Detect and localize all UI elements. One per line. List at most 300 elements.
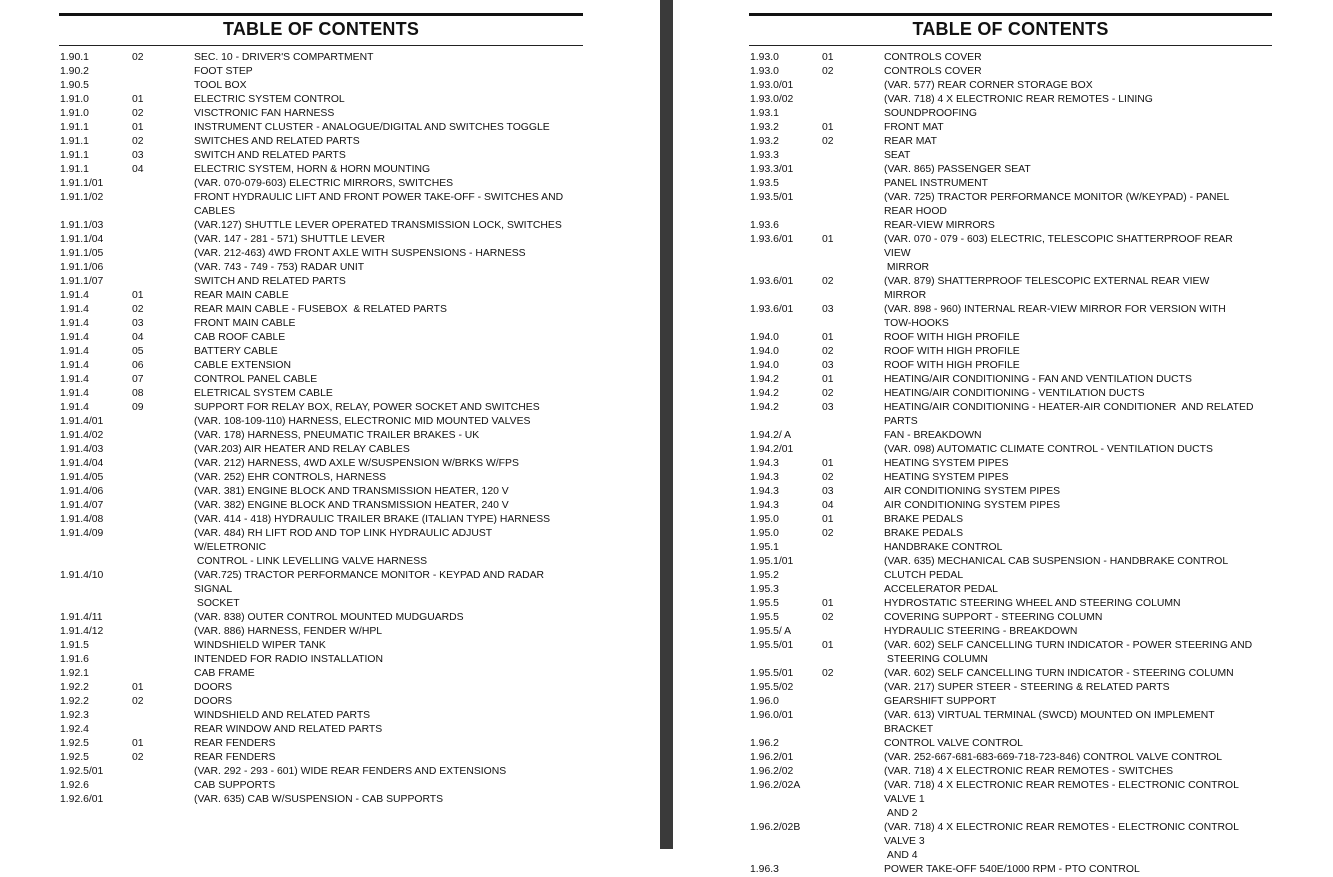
toc-description: DOORS <box>194 696 233 707</box>
toc-row <box>60 695 600 709</box>
toc-row <box>60 569 600 611</box>
toc-number: 03 <box>822 402 834 413</box>
toc-description: TOOL BOX <box>194 80 247 91</box>
toc-row <box>60 191 600 219</box>
toc-description: (VAR. 718) 4 X ELECTRONIC REAR REMOTES - ELECTRONIC CONTROL VALVE 1 AND 2 <box>884 780 1239 819</box>
toc-number <box>132 65 194 79</box>
toc-number <box>132 611 194 625</box>
toc-code: 1.91.1/06 <box>60 262 104 273</box>
toc-number: 04 <box>132 332 144 343</box>
toc-description: (VAR. 212-463) 4WD FRONT AXLE WITH SUSPENSIONS - HARNESS <box>194 248 526 259</box>
toc-description: (VAR. 865) PASSENGER SEAT <box>884 164 1031 175</box>
toc-code: 1.91.6 <box>60 654 89 665</box>
toc-description: CONTROL PANEL CABLE <box>194 374 318 385</box>
toc-description: COVERING SUPPORT - STEERING COLUMN <box>884 612 1103 623</box>
toc-number <box>132 485 194 499</box>
toc-number <box>132 443 194 457</box>
title-top-rule <box>59 13 583 16</box>
toc-number <box>132 79 194 93</box>
toc-description: CONTROL VALVE CONTROL <box>884 738 1023 749</box>
toc-number <box>822 79 884 93</box>
toc-number: 01 <box>822 514 834 525</box>
toc-row <box>750 765 1310 779</box>
toc-number <box>822 569 884 583</box>
toc-description: SUPPORT FOR RELAY BOX, RELAY, POWER SOCKET AND SWITCHES <box>194 402 540 413</box>
toc-row <box>750 93 1310 107</box>
toc-description: (VAR. 381) ENGINE BLOCK AND TRANSMISSION HEATER, 120 V <box>194 486 509 497</box>
toc-row <box>60 317 600 331</box>
toc-code: 1.91.4/01 <box>60 416 104 427</box>
toc-code: 1.90.5 <box>60 80 89 91</box>
toc-description: SEAT <box>884 150 911 161</box>
toc-code: 1.91.5 <box>60 640 89 651</box>
toc-code: 1.94.0 <box>750 332 779 343</box>
toc-code: 1.93.3 <box>750 150 779 161</box>
toc-code: 1.94.3 <box>750 500 779 511</box>
toc-row <box>750 219 1310 233</box>
toc-description: (VAR. 725) TRACTOR PERFORMANCE MONITOR (W/KEYPAD) - PANEL REAR HOOD <box>884 192 1232 217</box>
toc-row <box>750 331 1310 345</box>
toc-code: 1.90.1 <box>60 52 89 63</box>
toc-code: 1.91.0 <box>60 94 89 105</box>
toc-number <box>822 779 884 821</box>
toc-row <box>60 653 600 667</box>
toc-description: (VAR. 743 - 749 - 753) RADAR UNIT <box>194 262 365 273</box>
toc-number <box>132 415 194 429</box>
toc-number <box>822 541 884 555</box>
toc-row <box>750 779 1310 821</box>
toc-row <box>750 121 1310 135</box>
toc-row <box>60 135 600 149</box>
toc-description: (VAR. 098) AUTOMATIC CLIMATE CONTROL - VENTILATION DUCTS <box>884 444 1213 455</box>
toc-number: 03 <box>822 360 834 371</box>
toc-code: 1.93.0/01 <box>750 80 794 91</box>
toc-description: HEATING SYSTEM PIPES <box>884 458 1009 469</box>
toc-code: 1.92.5/01 <box>60 766 104 777</box>
toc-code: 1.94.2 <box>750 402 779 413</box>
toc-code: 1.91.4/07 <box>60 500 104 511</box>
toc-number: 09 <box>132 402 144 413</box>
toc-code: 1.96.2/01 <box>750 752 794 763</box>
toc-description: (VAR.127) SHUTTLE LEVER OPERATED TRANSMISSION LOCK, SWITCHES <box>194 220 562 231</box>
toc-row <box>60 93 600 107</box>
toc-number: 02 <box>132 752 144 763</box>
toc-row <box>60 149 600 163</box>
toc-code: 1.91.4/03 <box>60 444 104 455</box>
toc-description: HYDRAULIC STEERING - BREAKDOWN <box>884 626 1078 637</box>
toc-description: ELECTRIC SYSTEM CONTROL <box>194 94 345 105</box>
toc-description: SWITCH AND RELATED PARTS <box>194 150 346 161</box>
toc-description: ROOF WITH HIGH PROFILE <box>884 346 1020 357</box>
toc-description: (VAR. 212) HARNESS, 4WD AXLE W/SUSPENSION W/BRKS W/FPS <box>194 458 519 469</box>
toc-row <box>60 485 600 499</box>
toc-code: 1.91.4 <box>60 374 89 385</box>
toc-row <box>750 639 1310 667</box>
toc-description: HEATING SYSTEM PIPES <box>884 472 1009 483</box>
toc-code: 1.91.4 <box>60 402 89 413</box>
toc-code: 1.91.4 <box>60 388 89 399</box>
toc-code: 1.91.4/02 <box>60 430 104 441</box>
toc-code: 1.95.5/ A <box>750 626 792 637</box>
toc-row <box>60 51 600 65</box>
toc-number: 01 <box>822 640 834 651</box>
toc-number <box>822 765 884 779</box>
toc-row <box>60 163 600 177</box>
toc-description: (VAR. 252) EHR CONTROLS, HARNESS <box>194 472 387 483</box>
toc-description: FRONT HYDRAULIC LIFT AND FRONT POWER TAKE-OFF - SWITCHES AND CABLES <box>194 192 566 217</box>
toc-row <box>60 625 600 639</box>
toc-row <box>60 303 600 317</box>
toc-number: 02 <box>822 388 834 399</box>
toc-description: SWITCH AND RELATED PARTS <box>194 276 346 287</box>
toc-description: HYDROSTATIC STEERING WHEEL AND STEERING COLUMN <box>884 598 1181 609</box>
toc-number <box>822 737 884 751</box>
toc-row <box>60 219 600 233</box>
toc-row <box>750 751 1310 765</box>
toc-code: 1.95.0 <box>750 528 779 539</box>
toc-number: 01 <box>822 52 834 63</box>
toc-row <box>750 191 1310 219</box>
toc-number <box>822 163 884 177</box>
toc-description: INSTRUMENT CLUSTER - ANALOGUE/DIGITAL AND SWITCHES TOGGLE <box>194 122 550 133</box>
toc-row <box>60 499 600 513</box>
toc-row <box>60 65 600 79</box>
toc-number <box>132 275 194 289</box>
toc-description: ROOF WITH HIGH PROFILE <box>884 332 1020 343</box>
toc-row <box>750 667 1310 681</box>
toc-description: (VAR. 147 - 281 - 571) SHUTTLE LEVER <box>194 234 385 245</box>
toc-row <box>60 331 600 345</box>
toc-code: 1.95.3 <box>750 584 779 595</box>
toc-code: 1.96.2 <box>750 738 779 749</box>
toc-code: 1.94.2 <box>750 374 779 385</box>
toc-description: WINDSHIELD WIPER TANK <box>194 640 326 651</box>
toc-description: (VAR. 252-667-681-683-669-718-723-846) CONTROL VALVE CONTROL <box>884 752 1223 763</box>
toc-number: 01 <box>822 458 834 469</box>
toc-description: CAB FRAME <box>194 668 255 679</box>
left-page <box>0 0 660 849</box>
toc-number <box>822 93 884 107</box>
page-divider <box>660 0 673 849</box>
toc-code: 1.93.5/01 <box>750 192 794 203</box>
toc-number <box>132 429 194 443</box>
toc-row <box>750 135 1310 149</box>
toc-code: 1.92.4 <box>60 724 89 735</box>
toc-code: 1.91.4 <box>60 290 89 301</box>
toc-description: FRONT MAIN CABLE <box>194 318 296 329</box>
toc-row <box>60 289 600 303</box>
toc-code: 1.93.6/01 <box>750 304 794 315</box>
toc-row <box>750 177 1310 191</box>
toc-number: 03 <box>132 318 144 329</box>
toc-number: 01 <box>132 738 144 749</box>
toc-row <box>750 597 1310 611</box>
toc-description: HEATING/AIR CONDITIONING - FAN AND VENTILATION DUCTS <box>884 374 1192 385</box>
toc-row <box>750 611 1310 625</box>
toc-number <box>822 149 884 163</box>
toc-list <box>60 51 600 807</box>
toc-row <box>60 779 600 793</box>
toc-row <box>750 737 1310 751</box>
toc-number: 01 <box>132 122 144 133</box>
toc-number: 02 <box>822 66 834 77</box>
toc-number: 02 <box>822 472 834 483</box>
toc-description: POWER TAKE-OFF 540E/1000 RPM - PTO CONTROL <box>884 864 1140 875</box>
toc-number: 06 <box>132 360 144 371</box>
toc-description: (VAR.725) TRACTOR PERFORMANCE MONITOR - KEYPAD AND RADAR SIGNAL SOCKET <box>194 570 545 609</box>
toc-row <box>750 513 1310 527</box>
toc-number: 01 <box>822 332 834 343</box>
toc-row <box>750 401 1310 429</box>
toc-number <box>132 499 194 513</box>
toc-number: 01 <box>822 598 834 609</box>
toc-description: (VAR.203) AIR HEATER AND RELAY CABLES <box>194 444 410 455</box>
toc-code: 1.91.4 <box>60 346 89 357</box>
toc-code: 1.94.3 <box>750 486 779 497</box>
toc-row <box>750 485 1310 499</box>
toc-number: 01 <box>132 94 144 105</box>
toc-number: 08 <box>132 388 144 399</box>
toc-row <box>60 513 600 527</box>
toc-code: 1.94.3 <box>750 472 779 483</box>
toc-row <box>60 709 600 723</box>
toc-code: 1.91.4/10 <box>60 570 104 581</box>
toc-description: REAR MAIN CABLE <box>194 290 289 301</box>
toc-description: (VAR. 577) REAR CORNER STORAGE BOX <box>884 80 1093 91</box>
toc-code: 1.95.2 <box>750 570 779 581</box>
toc-number <box>132 513 194 527</box>
toc-number <box>132 471 194 485</box>
toc-number: 02 <box>132 304 144 315</box>
toc-code: 1.96.2/02 <box>750 766 794 777</box>
toc-description: (VAR. 718) 4 X ELECTRONIC REAR REMOTES - LINING <box>884 94 1153 105</box>
toc-number <box>822 863 884 877</box>
toc-code: 1.94.0 <box>750 346 779 357</box>
toc-number <box>132 191 194 219</box>
toc-number: 02 <box>132 136 144 147</box>
toc-code: 1.91.1/05 <box>60 248 104 259</box>
toc-row <box>60 233 600 247</box>
toc-code: 1.93.6/01 <box>750 276 794 287</box>
toc-number: 01 <box>132 682 144 693</box>
toc-number <box>822 695 884 709</box>
toc-row <box>60 723 600 737</box>
toc-row <box>60 527 600 569</box>
toc-row <box>750 541 1310 555</box>
toc-description: (VAR. 718) 4 X ELECTRONIC REAR REMOTES - SWITCHES <box>884 766 1174 777</box>
toc-description: CABLE EXTENSION <box>194 360 292 371</box>
toc-row <box>60 247 600 261</box>
toc-row <box>750 625 1310 639</box>
toc-description: REAR FENDERS <box>194 752 276 763</box>
toc-code: 1.95.1/01 <box>750 556 794 567</box>
toc-description: GEARSHIFT SUPPORT <box>884 696 997 707</box>
toc-number <box>132 625 194 639</box>
toc-code: 1.95.5 <box>750 612 779 623</box>
right-page <box>673 0 1333 875</box>
toc-number <box>822 751 884 765</box>
toc-code: 1.94.2/01 <box>750 444 794 455</box>
toc-code: 1.93.1 <box>750 108 779 119</box>
toc-code: 1.93.2 <box>750 136 779 147</box>
toc-code: 1.95.5/02 <box>750 682 794 693</box>
toc-number: 02 <box>822 528 834 539</box>
toc-number <box>822 555 884 569</box>
toc-row <box>750 387 1310 401</box>
toc-number <box>822 583 884 597</box>
toc-code: 1.92.2 <box>60 696 89 707</box>
toc-number <box>822 625 884 639</box>
page-title: TABLE OF CONTENTS <box>222 19 420 39</box>
toc-code: 1.93.3/01 <box>750 164 794 175</box>
toc-number <box>822 443 884 457</box>
toc-code: 1.91.1 <box>60 122 89 133</box>
toc-row <box>750 569 1310 583</box>
toc-code: 1.91.1 <box>60 164 89 175</box>
toc-description: BRAKE PEDALS <box>884 528 964 539</box>
toc-row <box>750 583 1310 597</box>
toc-number: 02 <box>132 52 144 63</box>
toc-row <box>60 401 600 415</box>
toc-description: (VAR. 635) MECHANICAL CAB SUSPENSION - HANDBRAKE CONTROL <box>884 556 1229 567</box>
toc-row <box>750 471 1310 485</box>
toc-row <box>60 359 600 373</box>
toc-code: 1.92.5 <box>60 752 89 763</box>
toc-description: HANDBRAKE CONTROL <box>884 542 1003 553</box>
toc-description: (VAR. 898 - 960) INTERNAL REAR-VIEW MIRROR FOR VERSION WITH TOW-HOOKS <box>884 304 1229 329</box>
toc-description: ELETRICAL SYSTEM CABLE <box>194 388 333 399</box>
title-bottom-rule <box>749 45 1272 46</box>
toc-code: 1.94.0 <box>750 360 779 371</box>
toc-row <box>750 527 1310 541</box>
toc-description: REAR WINDOW AND RELATED PARTS <box>194 724 383 735</box>
toc-code: 1.91.4/09 <box>60 528 104 539</box>
toc-row <box>60 387 600 401</box>
toc-description: SEC. 10 - DRIVER'S COMPARTMENT <box>194 52 374 63</box>
toc-row <box>750 695 1310 709</box>
toc-code: 1.91.4/05 <box>60 472 104 483</box>
toc-code: 1.92.6 <box>60 780 89 791</box>
toc-description: BRAKE PEDALS <box>884 514 964 525</box>
toc-description: HEATING/AIR CONDITIONING - HEATER-AIR CONDITIONER AND RELATED PARTS <box>884 402 1257 427</box>
toc-description: (VAR. 292 - 293 - 601) WIDE REAR FENDERS AND EXTENSIONS <box>194 766 507 777</box>
toc-code: 1.90.2 <box>60 66 89 77</box>
toc-number: 02 <box>822 276 834 287</box>
page-title: TABLE OF CONTENTS <box>912 19 1109 39</box>
toc-description: (VAR. 613) VIRTUAL TERMINAL (SWCD) MOUNTED ON IMPLEMENT BRACKET <box>884 710 1218 735</box>
toc-code: 1.92.2 <box>60 682 89 693</box>
toc-row <box>750 65 1310 79</box>
toc-number: 04 <box>822 500 834 511</box>
toc-description: ELECTRIC SYSTEM, HORN & HORN MOUNTING <box>194 164 431 175</box>
toc-code: 1.93.0/02 <box>750 94 794 105</box>
toc-row <box>750 233 1310 275</box>
toc-row <box>750 709 1310 737</box>
toc-code: 1.91.4/11 <box>60 612 103 623</box>
toc-row <box>60 79 600 93</box>
toc-list <box>750 51 1310 877</box>
toc-code: 1.91.0 <box>60 108 89 119</box>
toc-code: 1.92.3 <box>60 710 89 721</box>
toc-row <box>60 345 600 359</box>
toc-description: BATTERY CABLE <box>194 346 278 357</box>
toc-code: 1.91.1/03 <box>60 220 104 231</box>
toc-description: REAR FENDERS <box>194 738 276 749</box>
toc-number <box>822 219 884 233</box>
toc-row <box>60 177 600 191</box>
toc-description: SOUNDPROOFING <box>884 108 977 119</box>
toc-description: DOORS <box>194 682 233 693</box>
toc-row <box>750 79 1310 93</box>
toc-number <box>132 233 194 247</box>
toc-description: PANEL INSTRUMENT <box>884 178 988 189</box>
toc-description: REAR-VIEW MIRRORS <box>884 220 995 231</box>
toc-description: (VAR. 108-109-110) HARNESS, ELECTRONIC MID MOUNTED VALVES <box>194 416 531 427</box>
toc-description: (VAR. 217) SUPER STEER - STEERING & RELATED PARTS <box>884 682 1170 693</box>
toc-number <box>822 821 884 863</box>
toc-row <box>60 611 600 625</box>
toc-number <box>132 709 194 723</box>
toc-description: INTENDED FOR RADIO INSTALLATION <box>194 654 383 665</box>
toc-number <box>132 261 194 275</box>
toc-description: (VAR. 886) HARNESS, FENDER W/HPL <box>194 626 383 637</box>
toc-description: (VAR. 414 - 418) HYDRAULIC TRAILER BRAKE (ITALIAN TYPE) HARNESS <box>194 514 551 525</box>
toc-number: 05 <box>132 346 144 357</box>
toc-row <box>60 793 600 807</box>
toc-row <box>60 737 600 751</box>
toc-row <box>750 275 1310 303</box>
toc-description: AIR CONDITIONING SYSTEM PIPES <box>884 500 1061 511</box>
toc-number: 02 <box>822 612 834 623</box>
toc-number <box>132 667 194 681</box>
toc-row <box>60 681 600 695</box>
toc-description: AIR CONDITIONING SYSTEM PIPES <box>884 486 1061 497</box>
toc-number: 01 <box>822 122 834 133</box>
toc-code: 1.91.4/06 <box>60 486 104 497</box>
toc-code: 1.94.3 <box>750 458 779 469</box>
toc-row <box>60 415 600 429</box>
toc-description: SWITCHES AND RELATED PARTS <box>194 136 360 147</box>
toc-number <box>822 177 884 191</box>
toc-number: 02 <box>822 346 834 357</box>
toc-number <box>132 653 194 667</box>
toc-number: 01 <box>132 290 144 301</box>
toc-number: 03 <box>822 304 834 315</box>
toc-code: 1.94.2/ A <box>750 430 792 441</box>
toc-code: 1.91.4 <box>60 360 89 371</box>
toc-code: 1.93.0 <box>750 52 779 63</box>
toc-code: 1.92.5 <box>60 738 89 749</box>
toc-description: REAR MAIN CABLE - FUSEBOX & RELATED PARTS <box>194 304 447 315</box>
toc-number: 03 <box>132 150 144 161</box>
toc-description: (VAR. 879) SHATTERPROOF TELESCOPIC EXTERNAL REAR VIEW MIRROR <box>884 276 1213 301</box>
toc-description: FRONT MAT <box>884 122 944 133</box>
toc-number: 02 <box>822 668 834 679</box>
toc-number <box>822 681 884 695</box>
toc-number <box>132 723 194 737</box>
toc-number: 01 <box>822 234 834 245</box>
toc-code: 1.91.4 <box>60 318 89 329</box>
toc-row <box>60 429 600 443</box>
toc-description: FAN - BREAKDOWN <box>884 430 982 441</box>
toc-row <box>750 443 1310 457</box>
toc-description: CAB ROOF CABLE <box>194 332 286 343</box>
toc-description: HEATING/AIR CONDITIONING - VENTILATION DUCTS <box>884 388 1145 399</box>
toc-code: 1.91.1 <box>60 150 89 161</box>
toc-description: (VAR. 382) ENGINE BLOCK AND TRANSMISSION HEATER, 240 V <box>194 500 509 511</box>
toc-description: ROOF WITH HIGH PROFILE <box>884 360 1020 371</box>
toc-row <box>750 821 1310 863</box>
